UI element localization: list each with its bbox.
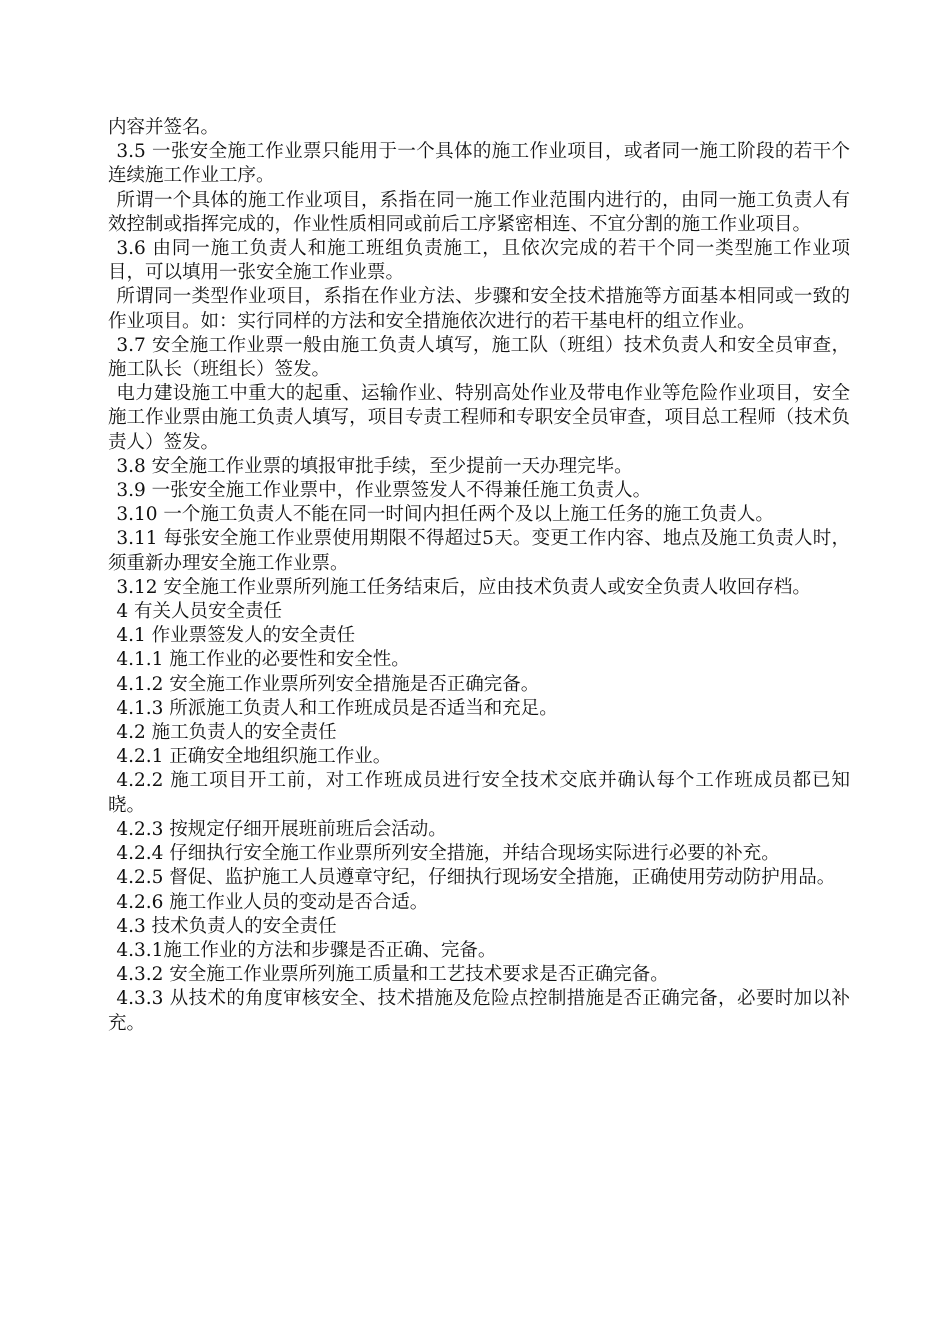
document-paragraph: 4.2.1 正确安全地组织施工作业。	[116, 746, 392, 768]
document-paragraph: 3.10 一个施工负责人不能在同一时间内担任两个及以上施工任务的施工负责人。	[116, 504, 774, 526]
document-paragraph: 4.1.2 安全施工作业票所列安全措施是否正确完备。	[116, 673, 540, 695]
document-paragraph: 4.3 技术负责人的安全责任	[116, 915, 337, 937]
document-paragraph: 3.5 一张安全施工作业票只能用于一个具体的施工作业项目，或者同一施工阶段的若干个连续施工作业工序。	[108, 141, 850, 187]
document-paragraph: 3.8 安全施工作业票的填报审批手续，至少提前一天办理完毕。	[116, 455, 633, 477]
document-paragraph: 4.2.4 仔细执行安全施工作业票所列安全措施，并结合现场实际进行必要的补充。	[116, 843, 780, 865]
document-paragraph: 4.1.3 所派施工负责人和工作班成员是否适当和充足。	[116, 697, 558, 719]
document-paragraph: 所谓同一类型作业项目，系指在作业方法、步骤和安全技术措施等方面基本相同或一致的作业项目。如：实行同样的方法和安全措施依次进行的若干基电杆的组立作业。	[108, 286, 850, 332]
document-paragraph: 4.2.5 督促、监护施工人员遵章守纪，仔细执行现场安全措施，正确使用劳动防护用品。	[116, 867, 836, 889]
document-page	[108, 116, 850, 1036]
document-paragraph: 4.2 施工负责人的安全责任	[116, 722, 337, 744]
document-paragraph: 3.9 一张安全施工作业票中，作业票签发人不得兼任施工负责人。	[116, 480, 652, 502]
document-paragraph: 3.7 安全施工作业票一般由施工负责人填写，施工队（班组）技术负责人和安全员审查，施工队长（班组长）签发。	[108, 334, 850, 381]
document-paragraph: 4.3.3 从技术的角度审核安全、技术措施及危险点控制措施是否正确完备，必要时加以补充。	[108, 988, 850, 1034]
document-paragraph: 4.3.1施工作业的方法和步骤是否正确、完备。	[116, 939, 497, 961]
document-paragraph: 4 有关人员安全责任	[116, 601, 282, 623]
document-paragraph: 内容并签名。	[108, 117, 220, 138]
document-paragraph: 电力建设施工中重大的起重、运输作业、特别高处作业及带电作业等危险作业项目，安全施工作业票由施工负责人填写，项目专责工程师和专职安全员审查，项目总工程师（技术负责人）签发。	[108, 383, 850, 453]
document-paragraph: 4.2.6 施工作业人员的变动是否合适。	[116, 891, 429, 913]
document-paragraph: 4.1 作业票签发人的安全责任	[116, 625, 356, 647]
document-paragraph: 4.2.3 按规定仔细开展班前班后会活动。	[116, 818, 447, 840]
document-paragraph: 4.1.1 施工作业的必要性和安全性。	[116, 649, 410, 671]
document-paragraph: 所谓一个具体的施工作业项目，系指在同一施工作业范围内进行的，由同一施工负责人有效控制或指挥完成的，作业性质相同或前后工序紧密相连、不宜分割的施工作业项目。	[108, 189, 850, 235]
document-paragraph: 3.6 由同一施工负责人和施工班组负责施工，且依次完成的若干个同一类型施工作业项目，可以填用一张安全施工作业票。	[108, 238, 850, 284]
document-paragraph: 3.12 安全施工作业票所列施工任务结束后，应由技术负责人或安全负责人收回存档。	[116, 576, 811, 598]
document-paragraph: 3.11 每张安全施工作业票使用期限不得超过5天。变更工作内容、地点及施工负责人时，须重新办理安全施工作业票。	[108, 528, 850, 574]
document-paragraph: 4.2.2 施工项目开工前，对工作班成员进行安全技术交底并确认每个工作班成员都已知晓。	[108, 770, 850, 816]
document-paragraph: 4.3.2 安全施工作业票所列施工质量和工艺技术要求是否正确完备。	[116, 964, 669, 986]
